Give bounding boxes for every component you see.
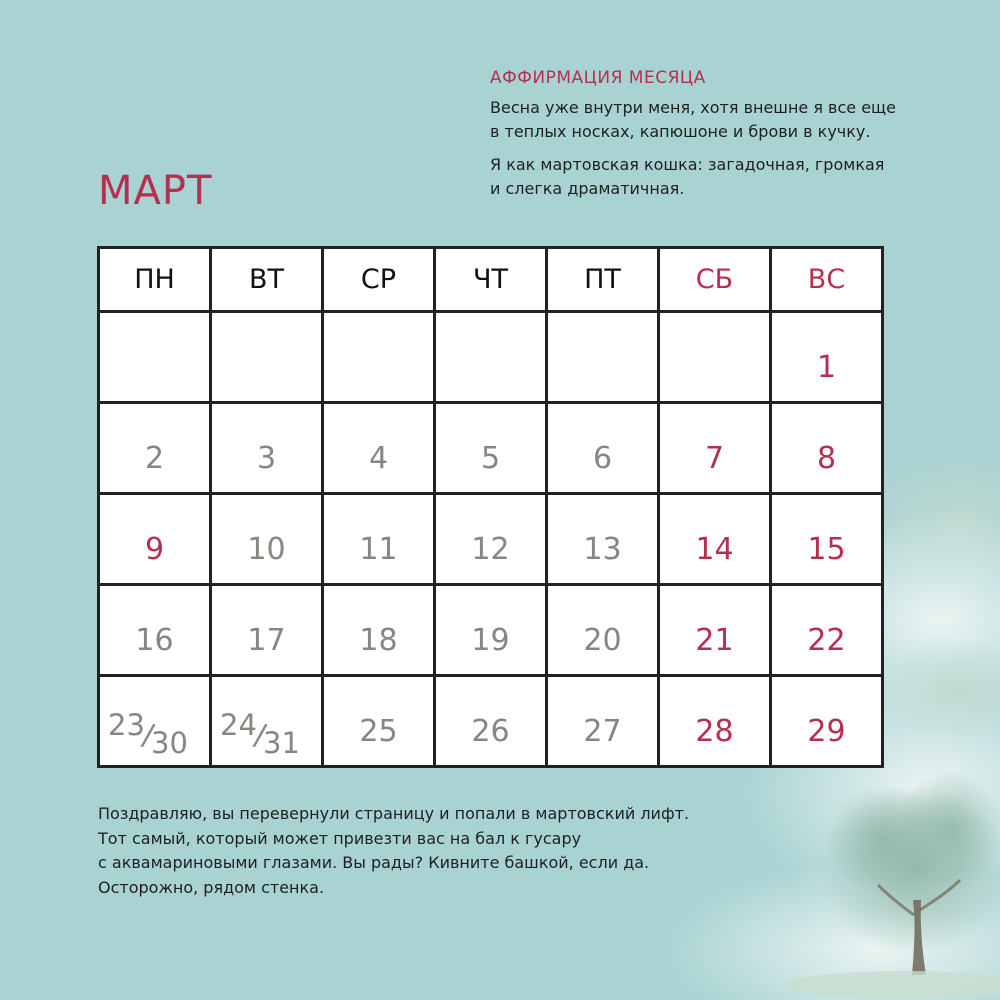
- day-cell: 6: [547, 403, 659, 494]
- day-cell: 9: [99, 494, 211, 585]
- day-cell: 15: [771, 494, 883, 585]
- weekday-header-row: [99, 248, 883, 312]
- affirmation-line: в теплых носках, капюшоне и брови в кучку.: [490, 122, 871, 141]
- day-cell: 10: [211, 494, 323, 585]
- affirmation-block: [490, 68, 930, 210]
- affirmation-title: АФФИРМАЦИЯ МЕСЯЦА: [490, 68, 706, 88]
- day-cell: 4: [323, 403, 435, 494]
- day-cell: 11: [323, 494, 435, 585]
- day-cell: [99, 312, 211, 403]
- day-cell: 3: [211, 403, 323, 494]
- day-cell: 13: [547, 494, 659, 585]
- day-cell: [323, 312, 435, 403]
- day-number-secondary: 30: [151, 726, 188, 760]
- day-separator: /: [139, 717, 157, 754]
- day-cell: [659, 312, 771, 403]
- day-cell: 1: [771, 312, 883, 403]
- weekday-sunday: ВС: [771, 248, 883, 312]
- day-cell: 2: [99, 403, 211, 494]
- day-cell: 19: [435, 585, 547, 676]
- day-cell: [547, 312, 659, 403]
- week-row: [99, 676, 883, 767]
- weekday-monday: ПН: [99, 248, 211, 312]
- day-cell: 14: [659, 494, 771, 585]
- day-cell: 5: [435, 403, 547, 494]
- calendar-grid: [97, 246, 884, 768]
- footer-line: Осторожно, рядом стенка.: [98, 877, 325, 897]
- weekday-thursday: ЧТ: [435, 248, 547, 312]
- day-separator: /: [251, 717, 269, 754]
- day-cell: 22: [771, 585, 883, 676]
- footer-line: Тот самый, который может привезти вас на бал к гусару: [98, 828, 582, 848]
- day-cell: 26: [435, 676, 547, 767]
- affirmation-paragraph-2: [490, 153, 930, 201]
- month-title: МАРТ: [98, 168, 213, 214]
- week-row: [99, 312, 883, 403]
- affirmation-paragraph-1: [490, 96, 930, 144]
- week-row: [99, 403, 883, 494]
- day-cell-double: [99, 676, 211, 767]
- weekday-saturday: СБ: [659, 248, 771, 312]
- day-cell: [211, 312, 323, 403]
- footer-line: с аквамариновыми глазами. Вы рады? Кивните башкой, если да.: [98, 853, 650, 872]
- day-cell-double: [211, 676, 323, 767]
- day-cell: 12: [435, 494, 547, 585]
- day-cell: 25: [323, 676, 435, 767]
- footer-text: [98, 802, 738, 900]
- day-cell: 8: [771, 403, 883, 494]
- week-row: [99, 585, 883, 676]
- affirmation-line: и слегка драматичная.: [490, 179, 685, 198]
- day-cell: 28: [659, 676, 771, 767]
- footer-line: Поздравляю, вы перевернули страницу и попали в мартовский лифт.: [98, 804, 690, 823]
- day-number-primary: 23: [108, 708, 145, 742]
- day-cell: 7: [659, 403, 771, 494]
- day-cell: 16: [99, 585, 211, 676]
- day-cell: 27: [547, 676, 659, 767]
- weekday-friday: ПТ: [547, 248, 659, 312]
- day-cell: 17: [211, 585, 323, 676]
- day-number-secondary: 31: [263, 726, 300, 760]
- week-row: [99, 494, 883, 585]
- affirmation-line: Я как мартовская кошка: загадочная, громкая: [490, 155, 885, 174]
- day-cell: [435, 312, 547, 403]
- weekday-tuesday: ВТ: [211, 248, 323, 312]
- day-cell: 21: [659, 585, 771, 676]
- day-number-primary: 24: [220, 708, 257, 742]
- day-cell: 29: [771, 676, 883, 767]
- day-cell: 18: [323, 585, 435, 676]
- day-cell: 20: [547, 585, 659, 676]
- affirmation-line: Весна уже внутри меня, хотя внешне я все еще: [490, 98, 896, 117]
- weekday-wednesday: СР: [323, 248, 435, 312]
